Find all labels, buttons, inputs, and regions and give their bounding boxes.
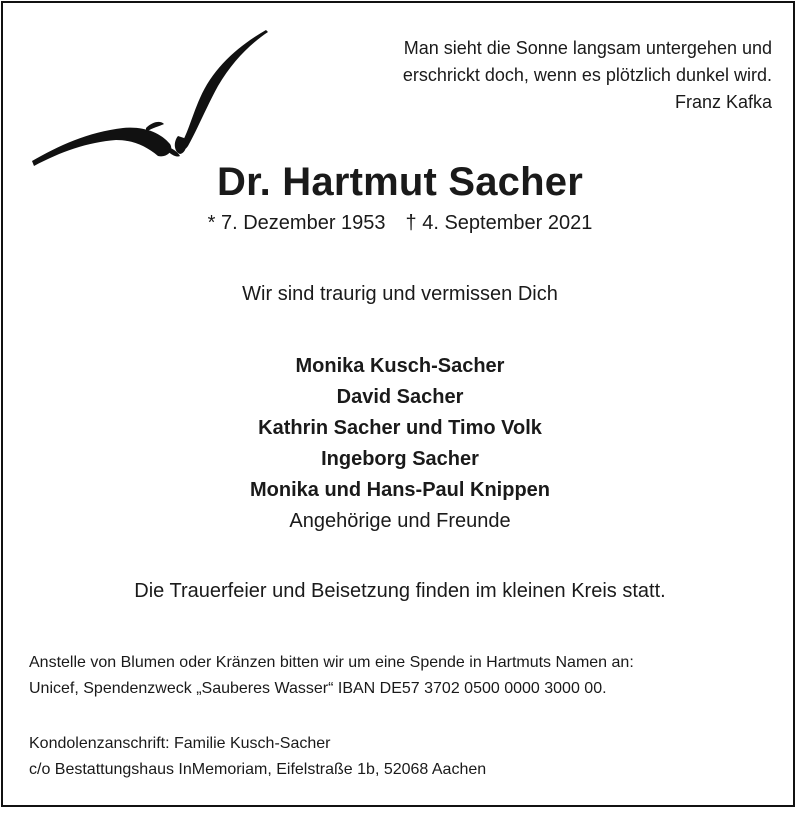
ceremony-notice: Die Trauerfeier und Beisetzung finden im kleinen Kreis statt. xyxy=(134,580,666,602)
quote-author: Franz Kafka xyxy=(674,92,772,112)
donation-line: Anstelle von Blumen oder Kränzen bitten wir um eine Spende in Hartmuts Namen an: xyxy=(29,654,634,671)
family-member: Ingeborg Sacher xyxy=(321,448,479,470)
quote-line: erschrickt doch, wenn es plötzlich dunkel wird. xyxy=(402,65,772,85)
family-member: Monika Kusch-Sacher xyxy=(295,355,505,377)
quote-line: Man sieht die Sonne langsam untergehen und xyxy=(403,38,772,58)
condolence-address xyxy=(29,731,779,783)
death-date: † 4. September 2021 xyxy=(405,212,593,234)
mourning-message: Wir sind traurig und vermissen Dich xyxy=(242,283,558,305)
family-member: Kathrin Sacher und Timo Volk xyxy=(258,417,542,439)
family-member: Monika und Hans-Paul Knippen xyxy=(249,479,550,501)
birth-date: * 7. Dezember 1953 xyxy=(207,212,386,234)
condolence-line: Kondolenzanschrift: Familie Kusch-Sacher xyxy=(29,735,331,752)
family-member: David Sacher xyxy=(336,386,464,408)
deceased-name: Dr. Hartmut Sacher xyxy=(217,160,583,204)
life-dates xyxy=(0,212,800,235)
donation-line: Unicef, Spendenzweck „Sauberes Wasser“ IBAN DE57 3702 0500 0000 3000 00. xyxy=(29,680,607,697)
relatives-and-friends: Angehörige und Freunde xyxy=(289,510,511,532)
kafka-quote xyxy=(292,35,772,116)
condolence-line: c/o Bestattungshaus InMemoriam, Eifelstraße 1b, 52068 Aachen xyxy=(29,761,487,778)
flying-bird-icon xyxy=(28,28,273,173)
family-list xyxy=(0,351,800,537)
donation-request xyxy=(29,650,779,702)
